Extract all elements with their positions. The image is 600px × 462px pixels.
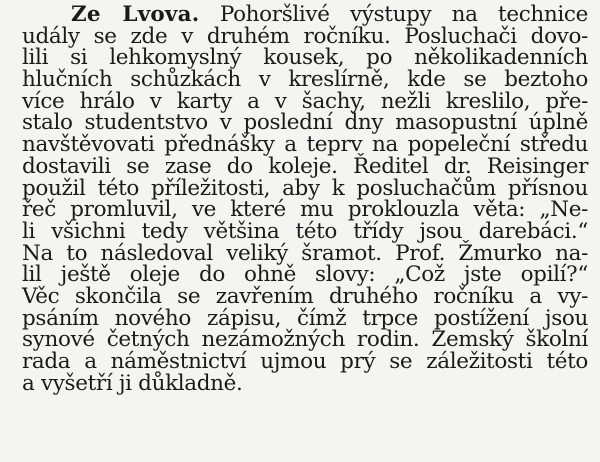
article-line-9: použil této příležitosti, aby k posluchačům přísnou: [22, 175, 588, 201]
article-line-12: Na to následoval veliký šramot. Prof. Žmurko na-: [22, 240, 588, 266]
article-line-18: a vyšetří ji důkladně.: [22, 370, 243, 396]
article-line-11: li všichni tedy většina této třídy jsou darebáci.“: [22, 218, 588, 244]
article-line-2: udály se zde v druhém ročníku. Posluchači dovo-: [22, 23, 588, 49]
article-column: [22, 4, 588, 394]
article-line-16: synové četných nezámožných rodin. Zemský školní: [22, 327, 588, 353]
article-line-6: stalo studentstvo v poslední dny masopustní úplně: [22, 110, 588, 136]
article-line-5: více hrálo v karty a v šachy, nežli kreslilo, pře-: [22, 88, 588, 114]
article-line-1-text: Pohoršlivé výstupy na technice: [199, 2, 588, 27]
article-line-8: dostavili se zase do koleje. Ředitel dr. Reisinger: [22, 153, 588, 179]
article-line-17: rada a náměstnictví ujmou prý se záležitosti této: [22, 349, 588, 374]
article-line-10: řeč promluvil, ve které mu proklouzla věta: „Ne-: [22, 197, 588, 223]
article-line-4: hlučních schůzkách v kreslírně, kde se beztoho: [22, 67, 588, 93]
article-line-3: lili si lehkomyslný kousek, po několikadenních: [22, 45, 588, 71]
article-line-13: lil ještě oleje do ohně slovy: „Což jste opilí?“: [22, 262, 588, 288]
article-line-14: Věc skončila se zavřením druhého ročníku a vy-: [22, 283, 588, 309]
article-line-7: navštěvovati přednášky a teprv na popeleční středu: [22, 132, 588, 158]
article-headline: Ze Lvova.: [71, 2, 200, 27]
article-line-15: psáním nového zápisu, čímž trpce postížení jsou: [22, 305, 588, 331]
article-line-1: [22, 4, 588, 26]
